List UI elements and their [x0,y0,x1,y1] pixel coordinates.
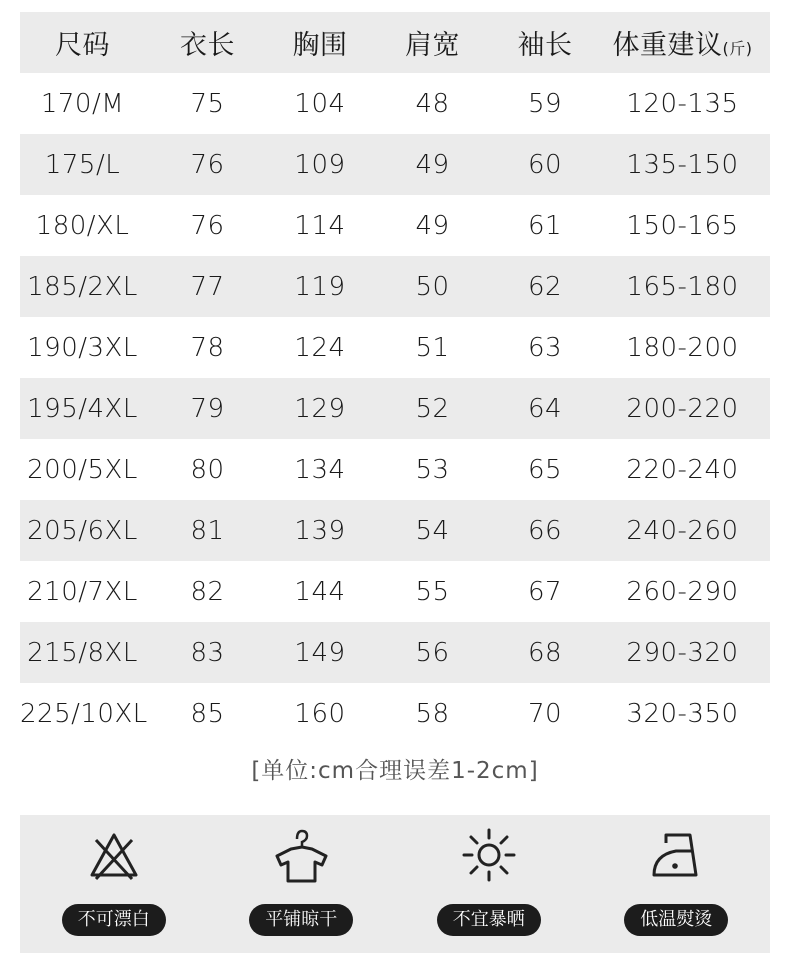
table-row [20,561,770,622]
no-bleach-icon [84,825,144,885]
cell-weight: 180-200 [626,332,739,363]
cell-shoulder: 48 [415,88,450,119]
low-iron-icon [646,825,706,885]
cell-shoulder: 49 [415,149,450,180]
cell-weight: 135-150 [626,149,739,180]
care-item [20,815,208,953]
table-row [20,378,770,439]
table-row [20,73,770,134]
cell-length: 82 [190,576,225,607]
table-row [20,500,770,561]
no-sun-icon [459,825,519,885]
header-weight [595,23,770,62]
cell-length: 76 [190,210,225,241]
cell-weight: 320-350 [626,698,739,729]
table-header [20,12,770,73]
cell-length: 76 [190,149,225,180]
cell-size: 175/L [44,149,121,180]
cell-shoulder: 58 [415,698,450,729]
cell-shoulder: 56 [415,637,450,668]
cell-weight: 290-320 [626,637,739,668]
header-chest: 胸围 [292,30,348,61]
cell-weight: 240-260 [626,515,739,546]
care-panel [20,815,770,953]
care-label: 不宜暴晒 [437,904,541,936]
cell-sleeve: 60 [527,149,563,180]
cell-sleeve: 61 [527,210,563,241]
cell-weight: 150-165 [626,210,739,241]
cell-sleeve: 68 [527,637,563,668]
cell-chest: 129 [294,393,346,424]
cell-shoulder: 55 [415,576,450,607]
cell-size: 215/8XL [27,637,138,668]
cell-size: 195/4XL [27,393,138,424]
cell-sleeve: 64 [527,393,563,424]
care-label: 平铺晾干 [249,904,353,936]
cell-length: 78 [190,332,225,363]
cell-size: 180/XL [35,210,130,241]
table-row [20,256,770,317]
cell-weight: 120-135 [626,88,739,119]
table-row [20,622,770,683]
cell-size: 190/3XL [27,332,138,363]
header-sleeve: 袖长 [517,30,573,61]
table-row [20,195,770,256]
cell-chest: 109 [294,149,346,180]
table-row [20,683,770,744]
cell-length: 81 [190,515,225,546]
header-weight-label: 体重建议 [612,30,723,61]
cell-shoulder: 49 [415,210,450,241]
cell-sleeve: 66 [527,515,563,546]
table-row [20,134,770,195]
hang-dry-icon [271,825,331,885]
care-label: 不可漂白 [62,904,166,936]
cell-sleeve: 62 [527,271,563,302]
header-length: 衣长 [180,30,235,61]
cell-sleeve: 67 [527,576,563,607]
care-item [395,815,583,953]
cell-size: 205/6XL [27,515,138,546]
cell-length: 77 [190,271,225,302]
cell-weight: 200-220 [626,393,739,424]
cell-shoulder: 53 [415,454,450,485]
size-table [20,12,770,744]
cell-length: 83 [190,637,225,668]
cell-length: 85 [190,698,225,729]
cell-shoulder: 52 [415,393,450,424]
table-row [20,439,770,500]
table-row [20,317,770,378]
cell-chest: 160 [294,698,346,729]
cell-size: 225/10XL [20,698,148,729]
cell-chest: 124 [294,332,346,363]
cell-chest: 134 [294,454,346,485]
cell-length: 80 [190,454,225,485]
unit-note: [单位:cm合理误差1-2cm] [251,758,539,784]
care-label: 低温熨烫 [624,904,728,936]
cell-sleeve: 70 [527,698,563,729]
weight-unit: (斤) [722,39,753,58]
cell-shoulder: 54 [415,515,450,546]
cell-chest: 114 [294,210,346,241]
cell-weight: 260-290 [626,576,739,607]
header-size: 尺码 [55,30,110,61]
cell-size: 170/M [40,88,125,119]
cell-shoulder: 50 [415,271,450,302]
cell-chest: 104 [294,88,346,119]
cell-sleeve: 63 [527,332,563,363]
cell-length: 75 [190,88,225,119]
header-shoulder: 肩宽 [405,30,460,61]
cell-sleeve: 59 [527,88,563,119]
cell-chest: 149 [294,637,346,668]
cell-sleeve: 65 [527,454,563,485]
cell-length: 79 [190,393,225,424]
care-item [583,815,771,953]
cell-weight: 165-180 [626,271,739,302]
cell-size: 185/2XL [27,271,138,302]
cell-chest: 144 [294,576,346,607]
cell-size: 200/5XL [27,454,138,485]
cell-weight: 220-240 [626,454,739,485]
care-item [208,815,396,953]
cell-shoulder: 51 [415,332,450,363]
cell-size: 210/7XL [27,576,138,607]
cell-chest: 139 [294,515,346,546]
cell-chest: 119 [294,271,346,302]
